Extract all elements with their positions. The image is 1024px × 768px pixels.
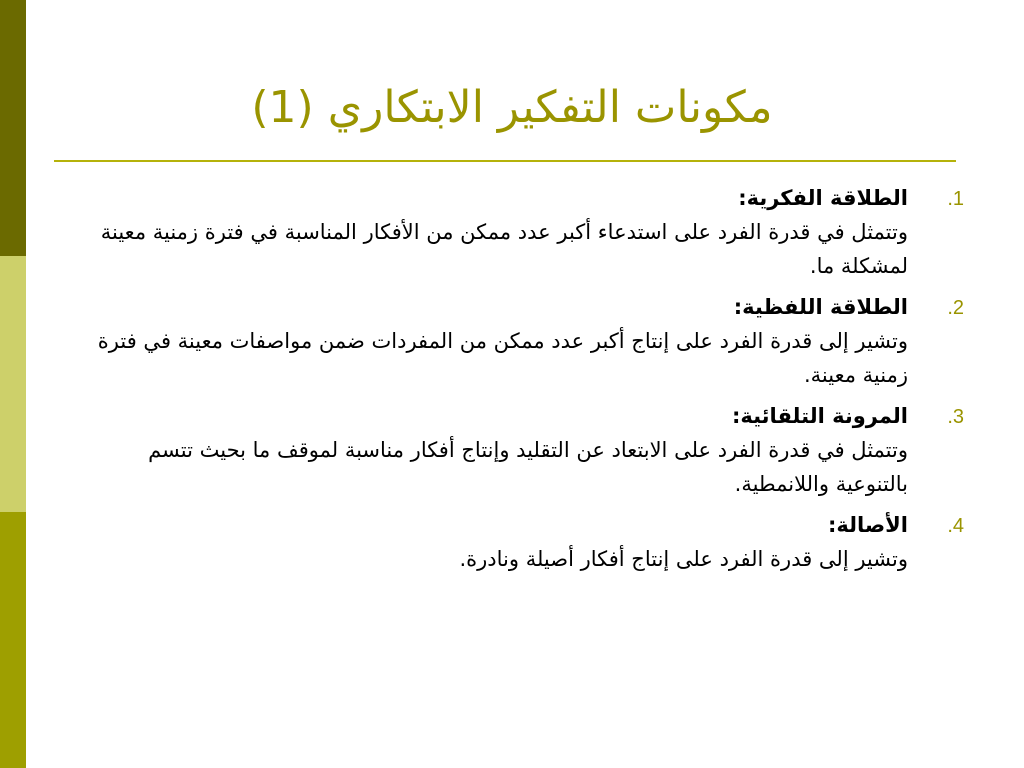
- sidebar-band-top: [0, 0, 26, 256]
- sidebar-band-bottom: [0, 512, 26, 768]
- item-description: وتشير إلى قدرة الفرد على إنتاج أفكار أصيلة ونادرة.: [459, 547, 908, 571]
- item-heading: الطلاقة الفكرية:: [738, 186, 908, 210]
- item-number: 1.: [947, 188, 964, 210]
- slide-title: مكونات التفكير الابتكاري (1): [251, 82, 773, 133]
- item-number: 4.: [947, 515, 964, 537]
- item-description: وتتمثل في قدرة الفرد على الابتعاد عن التقليد وإنتاج أفكار مناسبة لموقف ما بحيث تتسم بالتنوعية واللانمطية.: [148, 438, 908, 496]
- list-item: [96, 400, 964, 501]
- title-divider: [54, 160, 956, 162]
- item-heading: الطلاقة اللفظية:: [733, 295, 908, 319]
- components-list: [96, 182, 964, 584]
- list-item: [96, 509, 964, 576]
- item-heading: المرونة التلقائية:: [731, 404, 908, 428]
- item-description: وتشير إلى قدرة الفرد على إنتاج أكبر عدد ممكن من المفردات ضمن مواصفات معينة في فترة زمنية معينة.: [97, 329, 908, 387]
- list-item: [96, 182, 964, 283]
- list-item: [96, 291, 964, 392]
- item-number: 2.: [947, 297, 964, 319]
- item-number: 3.: [947, 406, 964, 428]
- item-heading: الأصالة:: [827, 513, 908, 537]
- sidebar-band-middle: [0, 256, 26, 512]
- item-description: وتتمثل في قدرة الفرد على استدعاء أكبر عدد ممكن من الأفكار المناسبة في فترة زمنية معينة لمشكلة ما.: [100, 220, 908, 278]
